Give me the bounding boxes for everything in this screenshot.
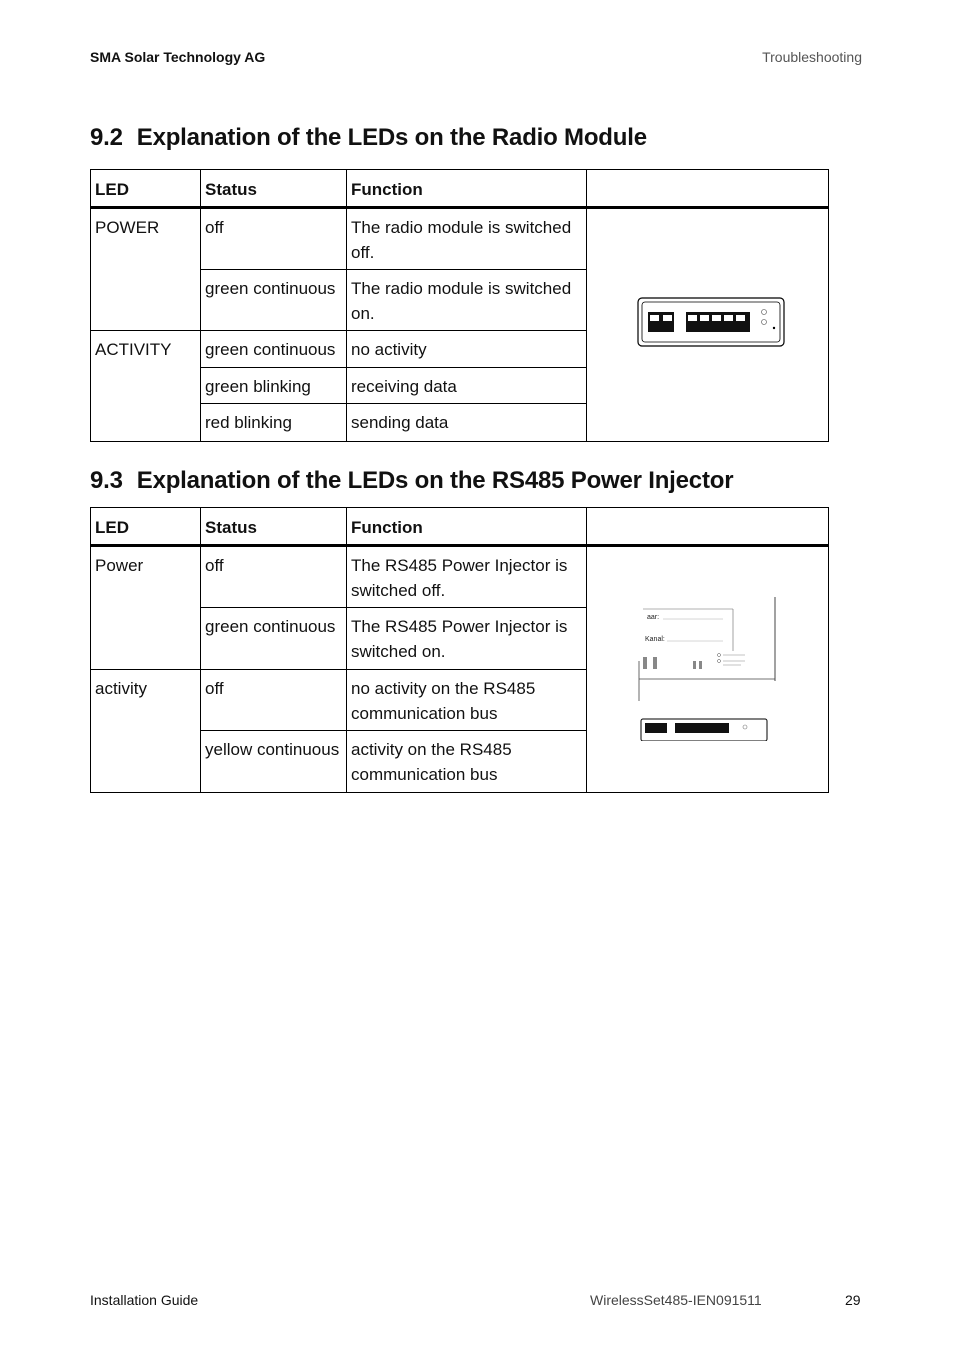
col-function: Function (347, 508, 587, 546)
footer-page-number: 29 (845, 1292, 861, 1308)
table-row (91, 208, 829, 270)
function-cell: The radio module is switched off. (347, 208, 587, 270)
function-cell: The RS485 Power Injector is switched on. (347, 608, 587, 670)
section-92-number: 9.2 (90, 124, 123, 151)
status-cell: yellow continuous (201, 731, 347, 793)
status-cell: green continuous (201, 608, 347, 670)
function-cell: no activity on the RS485 communication bus (347, 670, 587, 731)
header-section: Troubleshooting (762, 49, 862, 65)
status-cell: green blinking (201, 368, 347, 404)
status-cell: green continuous (201, 331, 347, 368)
col-image (587, 508, 829, 546)
radio-module-illustration-cell (587, 208, 829, 442)
section-92-heading (90, 124, 647, 152)
power-injector-illustration (633, 591, 783, 741)
status-cell: off (201, 670, 347, 731)
header-company: SMA Solar Technology AG (90, 49, 266, 65)
function-cell: no activity (347, 331, 587, 368)
illustration-label-a: aar: (646, 614, 659, 621)
section-93-heading (90, 467, 733, 495)
function-cell: activity on the RS485 communication bus (347, 731, 587, 793)
status-cell: off (201, 546, 347, 608)
section-92-title: Explanation of the LEDs on the Radio Module (136, 124, 647, 151)
col-led: LED (91, 170, 201, 208)
led-cell: POWER (91, 208, 201, 331)
section-93-number: 9.3 (90, 467, 123, 494)
led-cell: activity (91, 670, 201, 793)
power-injector-illustration-cell (587, 546, 829, 793)
function-cell: The radio module is switched on. (347, 270, 587, 331)
led-cell: Power (91, 546, 201, 670)
led-cell: ACTIVITY (91, 331, 201, 442)
radio-module-led-table (90, 169, 829, 442)
table-header-row (91, 508, 829, 546)
footer-doc-id: WirelessSet485-IEN091511 (590, 1292, 762, 1308)
section-93-title: Explanation of the LEDs on the RS485 Power Injector (136, 467, 734, 494)
table-row (91, 546, 829, 608)
table-header-row (91, 170, 829, 208)
col-function: Function (347, 170, 587, 208)
col-image (587, 170, 829, 208)
status-cell: red blinking (201, 404, 347, 442)
function-cell: receiving data (347, 368, 587, 404)
col-status: Status (201, 508, 347, 546)
status-cell: green continuous (201, 270, 347, 331)
power-injector-led-table (90, 507, 829, 793)
radio-module-illustration (628, 292, 788, 352)
footer-doc-type: Installation Guide (90, 1292, 199, 1308)
status-cell: off (201, 208, 347, 270)
function-cell: sending data (347, 404, 587, 442)
illustration-label-b: Kanal: (644, 636, 665, 643)
col-led: LED (91, 508, 201, 546)
col-status: Status (201, 170, 347, 208)
function-cell: The RS485 Power Injector is switched off. (347, 546, 587, 608)
